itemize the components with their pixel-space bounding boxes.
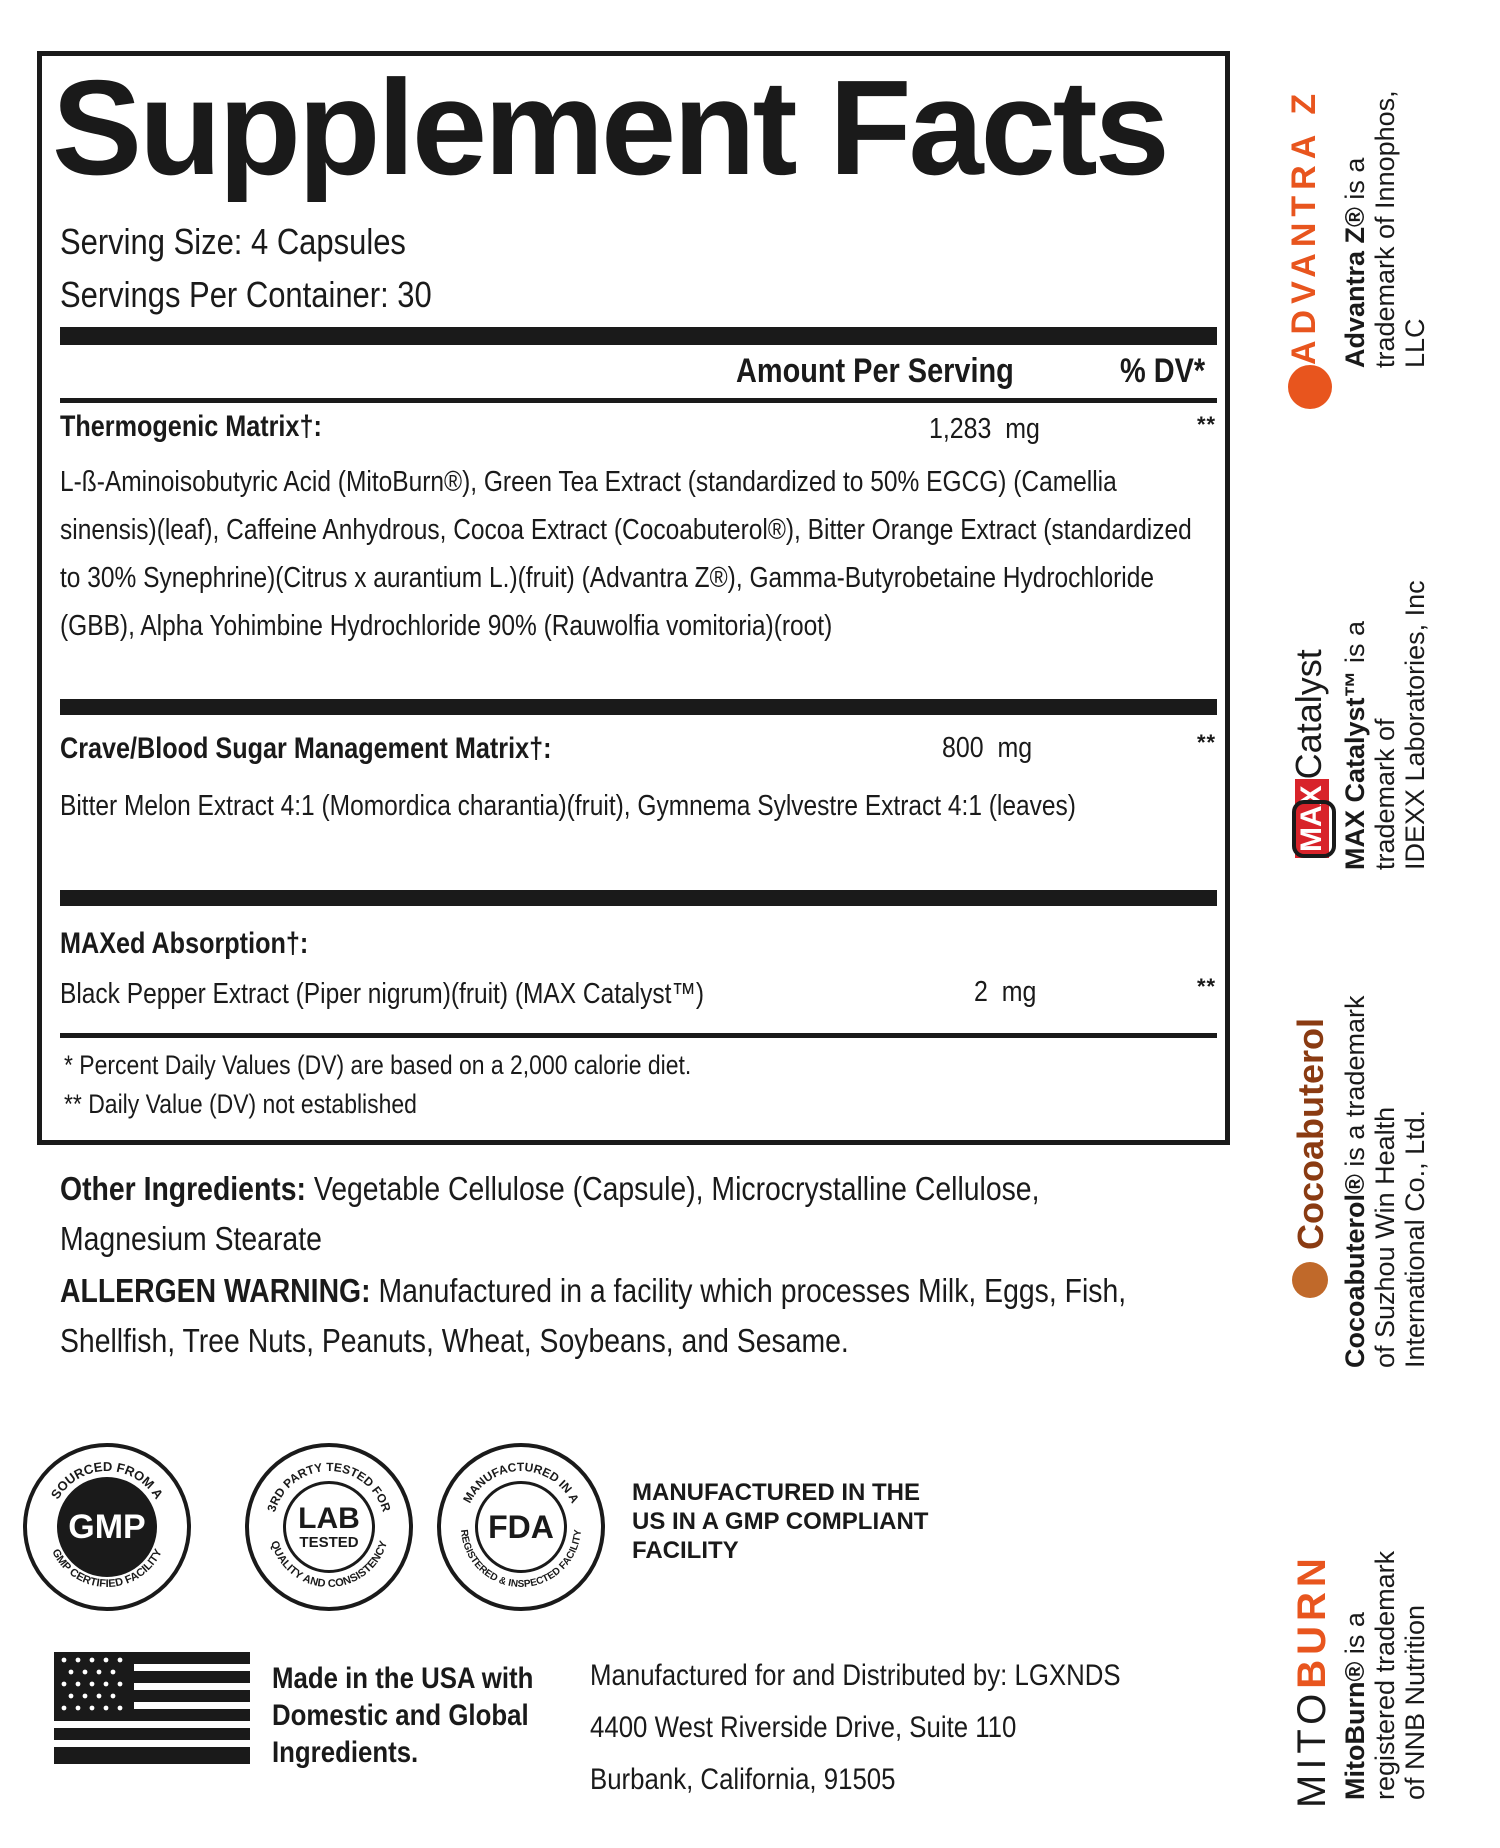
header-rule: [60, 398, 1217, 403]
mito-line2: registered trademark: [1370, 1550, 1400, 1800]
advantra-name: Advantra Z®: [1340, 207, 1370, 368]
max-trademark: [1340, 580, 1430, 870]
gmp-ring-bottom: GMP CERTIFIED FACILITY: [49, 1547, 165, 1591]
advantra-orange-icon: [1288, 365, 1332, 409]
advantra-trademark: [1340, 90, 1430, 368]
lab-center-1: LAB: [298, 1501, 360, 1535]
section-name-thermogenic: Thermogenic Matrix†:: [60, 410, 322, 443]
lab-ring-top: 3RD PARTY TESTED FOR: [264, 1459, 394, 1514]
usa-line: Domestic and Global: [272, 1699, 529, 1732]
max-capsule-icon: [1292, 800, 1336, 858]
distributor-line: Burbank, California, 91505: [590, 1763, 896, 1796]
fda-badge: [437, 1443, 605, 1611]
supplement-facts-panel: [37, 51, 1230, 1145]
cocoa-logo-text: Cocoabuterol: [1290, 1017, 1331, 1250]
dv-header: % DV*: [1120, 352, 1206, 390]
section-name-absorption: MAXed Absorption†:: [60, 927, 309, 960]
footnote-dv-basis: * Percent Daily Values (DV) are based on a 2,000 calorie diet.: [64, 1050, 692, 1080]
advantra-line1: is a: [1340, 157, 1370, 208]
max-line1: is a: [1340, 620, 1370, 671]
serving-size: Serving Size: 4 Capsules: [60, 221, 406, 262]
amount-crave: 800 mg: [942, 732, 1033, 764]
max-logo-rest: Catalyst: [1288, 649, 1329, 780]
dv-thermogenic: **: [1197, 412, 1217, 437]
gmp-center: GMP: [68, 1507, 146, 1546]
allergen-text: Manufactured in a facility which processes Milk, Eggs, Fish, Shellfish, Tree Nuts, Peanuts, Wheat, Soybeans, and Sesame.: [60, 1272, 1127, 1359]
cocoa-pod-icon: [1292, 1262, 1328, 1298]
fda-ring-bottom: REGISTERED & INSPECTED FACILITY: [457, 1528, 585, 1591]
cocoa-name: Cocoabuterol®: [1340, 1174, 1370, 1368]
cocoabuterol-logo: [1290, 1018, 1332, 1250]
other-ingredients-label: Other Ingredients:: [60, 1170, 306, 1207]
mfg-line: FACILITY: [632, 1537, 739, 1564]
footnote-dv-not-established: ** Daily Value (DV) not established: [64, 1089, 417, 1119]
mito-logo-1: MITO: [1290, 1688, 1334, 1808]
mito-name: MitoBurn®: [1340, 1661, 1370, 1800]
max-line2: trademark of: [1370, 718, 1400, 870]
ingredients-thermogenic: L-ß-Aminoisobutyric Acid (MitoBurn®), Green Tea Extract (standardized to 50% EGCG) (Camellia sinensis)(leaf), Caffeine Anhydrous, Cocoa Extract (Cocoabuterol®), Bitter Orange Extract (standardized to 30% Synephrine)(Citrus x aurantium L.)(fruit) (Advantra Z®), Gamma-Butyrobetaine Hydrochloride (GBB), Alpha Yohimbine Hydrochloride 90% (Rauwolfia vomitoria)(root): [60, 466, 1192, 642]
mito-line1: is a: [1340, 1612, 1370, 1662]
advantra-line3: LLC: [1400, 318, 1430, 368]
ingredients-crave: Bitter Melon Extract 4:1 (Momordica charantia)(fruit), Gymnema Sylvestre Extract 4:1 (leaves): [60, 790, 1076, 822]
cocoa-line1: is a trademark: [1340, 995, 1370, 1175]
max-line3: IDEXX Laboratories, Inc: [1400, 580, 1430, 870]
cocoa-trademark: [1340, 996, 1430, 1368]
dv-absorption: **: [1197, 974, 1217, 999]
section-name-crave: Crave/Blood Sugar Management Matrix†:: [60, 732, 552, 765]
amount-absorption: 2 mg: [974, 976, 1037, 1008]
mitoburn-logo: [1290, 1553, 1335, 1808]
distributor-line: Manufactured for and Distributed by: LGXNDS: [590, 1659, 1121, 1692]
advantra-line2: trademark of Innophos,: [1370, 90, 1400, 368]
mito-logo-2: BURN: [1290, 1553, 1334, 1689]
cocoa-line3: International Co., Ltd.: [1400, 1109, 1430, 1368]
distributor-info: [590, 1650, 1207, 1806]
lab-tested-badge: [245, 1443, 413, 1611]
mito-line3: of NNB Nutrition: [1400, 1604, 1430, 1800]
fda-ring-top: MANUFACTURED IN A: [460, 1459, 582, 1506]
amount-thermogenic: 1,283 mg: [929, 413, 1040, 445]
thick-rule: [60, 327, 1217, 345]
fda-center: FDA: [488, 1508, 554, 1545]
section-rule: [60, 890, 1217, 906]
usa-flag-icon: [54, 1652, 250, 1764]
servings-per-container: Servings Per Container: 30: [60, 274, 432, 315]
allergen-label: ALLERGEN WARNING:: [60, 1272, 371, 1309]
advantra-logo-text: ADVANTRA Z: [1285, 87, 1323, 365]
section-rule: [60, 699, 1217, 715]
mitoburn-trademark: [1340, 1551, 1430, 1800]
usa-line: Ingredients.: [272, 1736, 419, 1769]
allergen-warning: [60, 1266, 1204, 1366]
cocoa-line2: of Suzhou Win Health: [1370, 1106, 1400, 1368]
other-ingredients: [60, 1164, 1178, 1264]
gmp-ring-top: SOURCED FROM A: [47, 1458, 167, 1502]
gmp-badge: [23, 1443, 191, 1611]
footnote-rule: [60, 1033, 1217, 1038]
amount-per-serving-header: Amount Per Serving: [736, 352, 1014, 390]
made-in-usa: [272, 1660, 576, 1771]
dv-crave: **: [1197, 730, 1217, 755]
lab-center-2: TESTED: [299, 1533, 359, 1551]
manufactured-statement: [632, 1478, 928, 1565]
usa-line: Made in the USA with: [272, 1662, 534, 1695]
mfg-line: MANUFACTURED IN THE: [632, 1479, 920, 1506]
max-logo-box: MAX: [1295, 779, 1329, 858]
ingredients-absorption: Black Pepper Extract (Piper nigrum)(fruit) (MAX Catalyst™): [60, 978, 705, 1010]
other-ingredients-text: Vegetable Cellulose (Capsule), Microcrystalline Cellulose, Magnesium Stearate: [60, 1170, 1040, 1257]
max-name: MAX Catalyst™: [1340, 670, 1370, 870]
distributor-line: 4400 West Riverside Drive, Suite 110: [590, 1711, 1017, 1744]
mfg-line: US IN A GMP COMPLIANT: [632, 1508, 929, 1535]
facts-title: Supplement Facts: [52, 52, 1167, 203]
advantra-logo: [1285, 88, 1324, 365]
lab-ring-bottom: QUALITY AND CONSISTENCY: [267, 1539, 390, 1591]
